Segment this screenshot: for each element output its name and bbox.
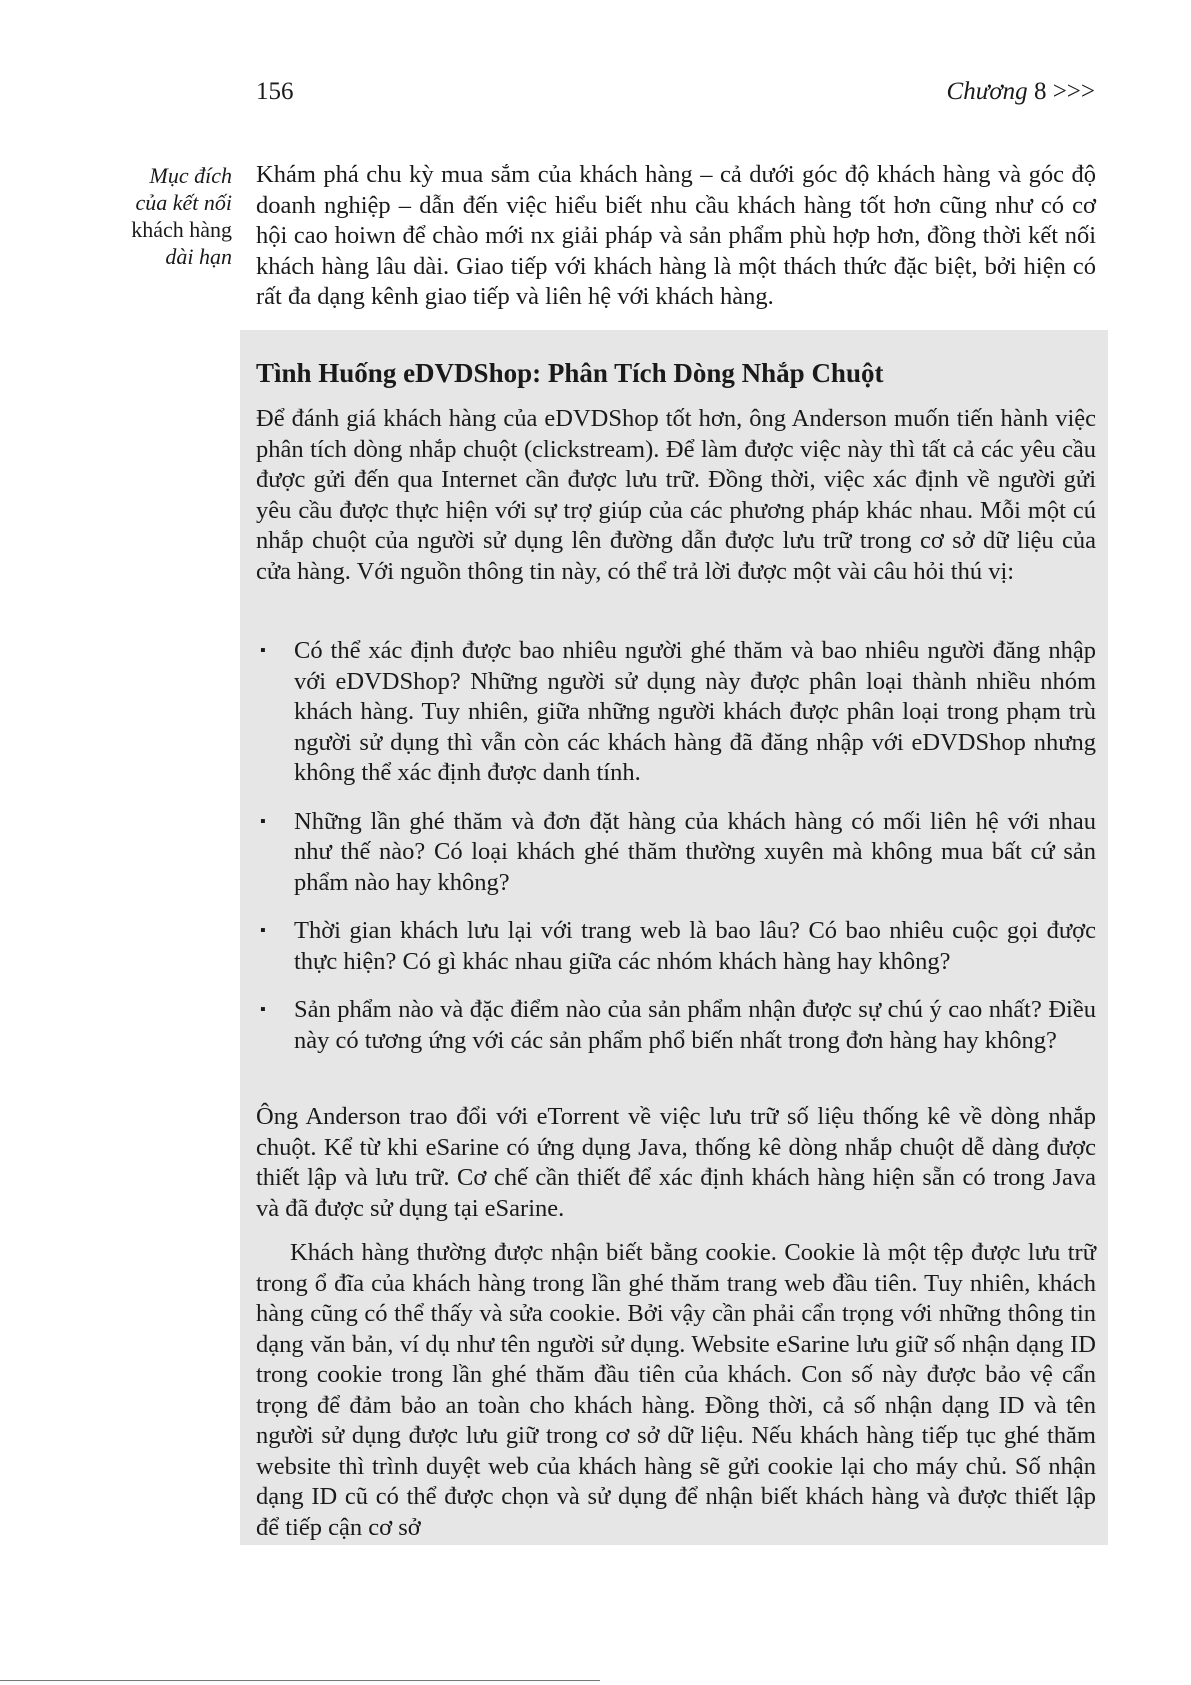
- bullet-icon: ▪: [260, 812, 266, 830]
- case-paragraph-3: Khách hàng thường được nhận biết bằng cookie. Cookie là một tệp được lưu trữ trong ổ đĩa của khách hàng trong lần ghé thăm trang web đầu tiên. Tuy nhiên, khách hàng cũng có thể thấy và sửa cookie. Bởi vậy cần phải cẩn trọng với những thông tin dạng văn bản, ví dụ như tên người sử dụng. Website eSarine lưu giữ số nhận dạng ID trong cookie trong lần ghé thăm đầu tiên của khách. Con số này được bảo vệ cẩn trọng để đảm bảo an toàn cho khách hàng. Đồng thời, cả số nhận dạng ID và tên người sử dụng được lưu giữ trong cơ sở dữ liệu. Nếu khách hàng tiếp tục ghé thăm website thì trình duyệt web của khách hàng sẽ gửi cookie lại cho máy chủ. Số nhận dạng ID cũ có thể được chọn và sử dụng để nhận biết khách hàng và được thiết lập để tiếp cận cơ sở: [256, 1239, 1096, 1541]
- margin-note-line-4: dài hạn: [165, 244, 232, 269]
- margin-note-line-3: khách hàng: [131, 217, 232, 242]
- bullet-icon: ▪: [260, 642, 266, 659]
- bullet-text: Thời gian khách lưu lại với trang web là bao lâu? Có bao nhiêu cuộc gọi được thực hiện? Có gì khác nhau giữa các nhóm khách hàng hay không?: [294, 917, 1096, 975]
- bullet-item-3: [256, 916, 1096, 977]
- bullet-item-2: [256, 807, 1096, 899]
- case-bullet-list: [256, 636, 1096, 1074]
- bullet-text: Có thể xác định được bao nhiêu người ghé thăm và bao nhiêu người đăng nhập với eDVDShop? Những người sử dụng này được phân loại thành nhiều nhóm khách hàng. Tuy nhiên, giữa những người khách được phân loại trong phạm trù người sử dụng thì vẫn còn các khách hàng đã đăng nhập với eDVDShop nhưng không thể xác định được danh tính.: [294, 637, 1096, 786]
- margin-note-line-1: Mục đích: [149, 163, 232, 188]
- footer-rule: [0, 1680, 600, 1681]
- case-study-title: Tình Huống eDVDShop: Phân Tích Dòng Nhắp Chuột: [256, 358, 884, 388]
- chapter-label: [947, 78, 1095, 106]
- case-paragraph-1: Để đánh giá khách hàng của eDVDShop tốt hơn, ông Anderson muốn tiến hành việc phân tích dòng nhắp chuột (clickstream). Để làm được việc này thì tất cả các yêu cầu được gửi đến qua Internet cần được lưu trữ. Đồng thời, việc xác định về người gửi yêu cầu được thực hiện với sự trợ giúp của các phương pháp khác nhau. Mỗi một cú nhắp chuột của người sử dụng lên đường dẫn được lưu trữ trong cơ sở dữ liệu của cửa hàng. Với nguồn thông tin này, có thể trả lời được một vài câu hỏi thú vị:: [256, 405, 1096, 585]
- page-number: 156: [256, 78, 294, 105]
- bullet-text: Những lần ghé thăm và đơn đặt hàng của khách hàng có mối liên hệ với nhau như thế nào? Có loại khách ghé thăm thường xuyên mà không mua bất cứ sản phẩm nào hay không?: [294, 807, 1096, 896]
- case-paragraph-2: Ông Anderson trao đổi với eTorrent về việc lưu trữ số liệu thống kê về dòng nhắp chuột. Kể từ khi eSarine có ứng dụng Java, thống kê dòng nhắp chuột dễ dàng được thiết lập và lưu trữ. Cơ chế cần thiết để xác định khách hàng hiện sẵn có trong Java và đã được sử dụng tại eSarine.: [256, 1103, 1096, 1222]
- bullet-icon: ▪: [260, 922, 266, 939]
- margin-note-line-2: của kết nối: [135, 190, 232, 215]
- bullet-item-4: [256, 995, 1096, 1056]
- intro-paragraph: Khám phá chu kỳ mua sắm của khách hàng – cả dưới góc độ khách hàng và góc độ doanh nghiệp – dẫn đến việc hiểu biết nhu cầu khách hàng tốt hơn cũng như có cơ hội cao hoiwn để chào mới nx giải pháp và sản phẩm phù hợp hơn, đồng thời kết nối khách hàng lâu dài. Giao tiếp với khách hàng là một thách thức đặc biệt, bởi hiện có rất đa dạng kênh giao tiếp và liên hệ với khách hàng.: [256, 161, 1096, 310]
- margin-note: [100, 162, 232, 270]
- bullet-icon: ▪: [260, 1001, 266, 1018]
- chapter-word: Chương: [946, 78, 1028, 105]
- bullet-item-1: [256, 636, 1096, 789]
- bullet-text: Sản phẩm nào và đặc điểm nào của sản phẩm nhận được sự chú ý cao nhất? Điều này có tương ứng với các sản phẩm phổ biến nhất trong đơn hàng hay không?: [294, 996, 1096, 1054]
- chapter-number: 8 >>>: [1033, 78, 1095, 105]
